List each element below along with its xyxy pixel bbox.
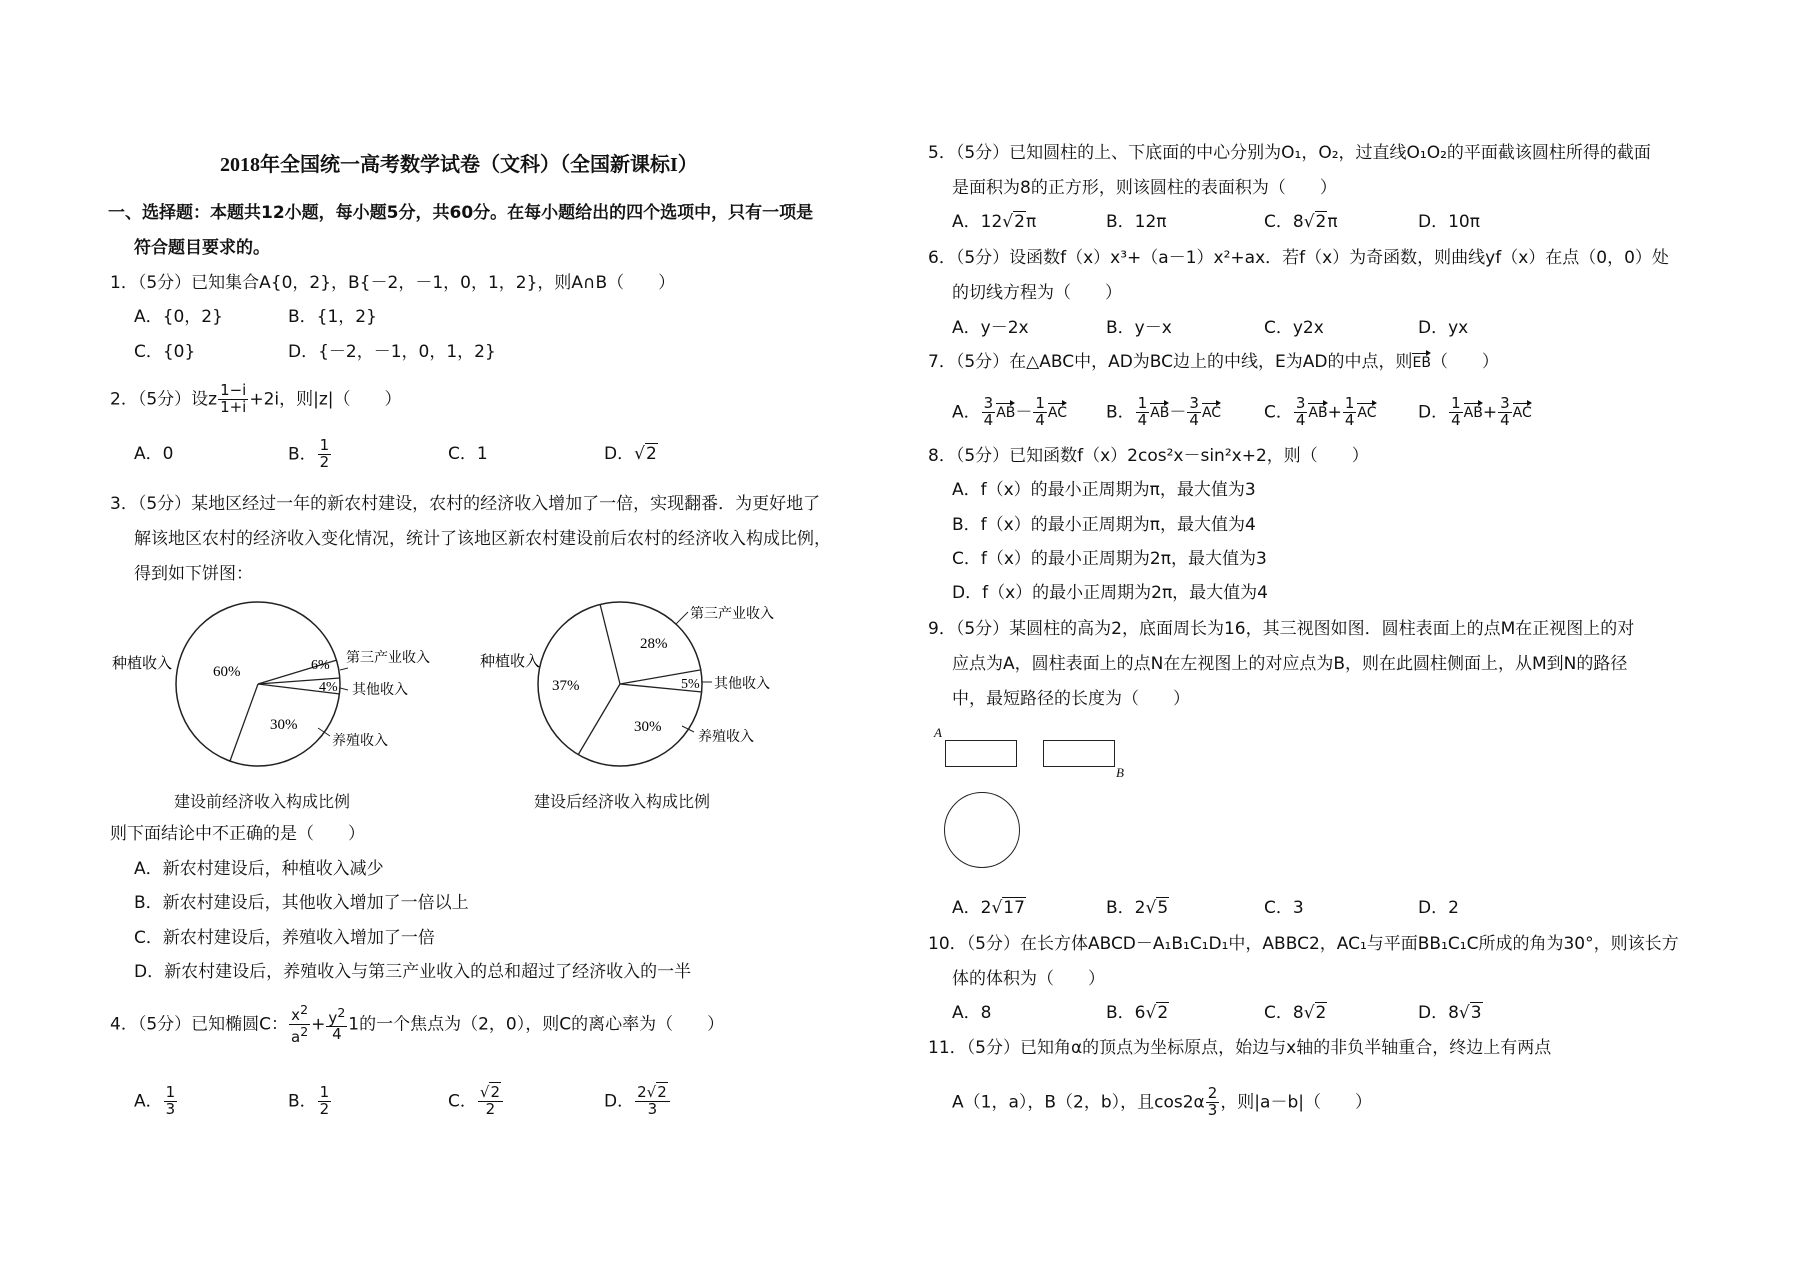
label-b: B: [1116, 765, 1124, 780]
q2-b-num: 1: [319, 436, 330, 454]
q2-stem: [110, 383, 402, 416]
q7-a-den2: 4: [1035, 410, 1045, 429]
q5-c-pre: C．8: [1264, 212, 1304, 232]
q4-a: a: [291, 1027, 301, 1046]
q11-post: ，则|a－b|（ ）: [1220, 1092, 1372, 1113]
q5-c-rad: 2: [1315, 212, 1327, 232]
pie-before-label-yangzhi: 养殖收入: [332, 734, 388, 749]
q2-frac-den: 1+i: [220, 397, 247, 416]
q10-option-c: C．8√2: [1264, 1003, 1327, 1023]
q9-option-d: D．2: [1418, 898, 1459, 918]
q4-a-den: 3: [165, 1099, 176, 1118]
q10-line1: 10．（5分）在长方体ABCD－A₁B₁C₁D₁中，ABBC2，AC₁与平面BB₁C₁C所成的角为30°，则该长方: [928, 934, 1679, 954]
q4-c-label: C．: [448, 1091, 477, 1112]
q10-b-rad: 2: [1157, 1003, 1169, 1023]
q11-line1: 11．（5分）已知角α的顶点为坐标原点，始边与x轴的非负半轴重合，终边上有两点: [928, 1038, 1552, 1058]
q5-a-rad: 2: [1014, 212, 1025, 232]
q7-stem: [928, 354, 1499, 371]
vector-ab: AB: [1308, 405, 1328, 422]
q7-d-num1: 1: [1451, 394, 1461, 412]
q4-option-a: [134, 1085, 178, 1118]
q9-option-a: A．2√17: [952, 898, 1025, 918]
vector-ac: AC: [1357, 405, 1377, 422]
q7-b-num2: 3: [1189, 394, 1199, 412]
q7-d-op: +: [1482, 402, 1498, 423]
q9-option-c: C．3: [1264, 898, 1304, 918]
q2-b-label: B．: [288, 444, 317, 465]
q7-d-num2: 3: [1500, 394, 1510, 412]
q4-post: 的一个焦点为（2，0），则C的离心率为（ ）: [359, 1014, 725, 1035]
page-title: 2018年全国统一高考数学试卷（文科）（全国新课标I）: [220, 154, 698, 176]
pie-before-pointer-disan: [340, 668, 348, 670]
pie-before-pct-yangzhi: 30%: [270, 717, 298, 733]
q6-option-a: A．y－2x: [952, 318, 1029, 338]
q5-line2: 是面积为8的正方形，则该圆柱的表面积为（ ）: [952, 178, 1337, 198]
q7-a-label: A．: [952, 402, 981, 423]
pie-before-caption: 建设前经济收入构成比例: [174, 792, 351, 811]
q5-option-c: C．8√2π: [1264, 212, 1338, 232]
q7-post: （ ）: [1430, 352, 1499, 372]
section-heading-cont: 符合题目要求的。: [134, 238, 270, 258]
q6-option-c: C．y2x: [1264, 318, 1324, 338]
q2-option-b: [288, 438, 332, 471]
q6-line1: 6．（5分）设函数f（x）x³+（a－1）x²+ax．若f（x）为奇函数，则曲线yf（x）在点（0，0）处: [928, 248, 1669, 268]
q10-c-pre: C．8: [1264, 1003, 1304, 1023]
pie-after-label-qita: 其他收入: [714, 677, 770, 692]
pie-after-label-yangzhi: 养殖收入: [698, 730, 754, 745]
q10-c-rad: 2: [1315, 1003, 1327, 1023]
q1-option-a: A．{0，2}: [134, 307, 223, 327]
q2-frac-num: 1−i: [220, 381, 247, 399]
q10-line2: 体的体积为（ ）: [952, 969, 1105, 989]
q8-stem: 8．（5分）已知函数f（x）2cos²x－sin²x+2，则（ ）: [928, 446, 1369, 466]
pie-before-divider-4: [230, 684, 258, 761]
q10-option-d: D．8√3: [1418, 1003, 1482, 1023]
q4-d-coef: 2: [637, 1083, 647, 1101]
pie-after-pct-yangzhi: 30%: [634, 719, 662, 735]
q7-pre: 7．（5分）在△ABC中，AD为BC边上的中线，E为AD的中点，则: [928, 352, 1413, 372]
q2-option-a: A．0: [134, 444, 174, 464]
q11-num: 2: [1207, 1084, 1218, 1102]
q3-option-b: B．新农村建设后，其他收入增加了一倍以上: [134, 893, 469, 913]
vector-eb: EB: [1412, 355, 1431, 371]
q5-option-d: D．10π: [1418, 212, 1480, 232]
pie-before-label-zhongzhi: 种植收入: [112, 656, 173, 672]
q4-a-label: A．: [134, 1091, 163, 1112]
pie-chart-before: [108, 598, 448, 778]
label-a: A: [934, 725, 942, 740]
q5-option-a: A．12√2π: [952, 212, 1037, 232]
q4-one: 1: [348, 1014, 360, 1035]
q3-line3: 得到如下饼图：: [134, 564, 253, 584]
q7-option-d: [1418, 396, 1532, 429]
q3-option-d: D．新农村建设后，养殖收入与第三产业收入的总和超过了经济收入的一半: [134, 962, 692, 982]
q2-b-den: 2: [319, 452, 330, 471]
q4-pre: 4．（5分）已知椭圆C：: [110, 1014, 289, 1035]
q9-option-b: B．2√5: [1106, 898, 1169, 918]
pie-after-caption: 建设后经济收入构成比例: [534, 792, 711, 811]
vector-ab: AB: [1463, 405, 1483, 422]
q8-option-a: A．f（x）的最小正周期为π，最大值为3: [952, 480, 1256, 500]
q4-a-num: 1: [165, 1083, 176, 1101]
q4-option-b: [288, 1085, 332, 1118]
vector-ac: AC: [1512, 405, 1532, 422]
q5-c-post: π: [1327, 212, 1338, 232]
q11-line2: [952, 1086, 1372, 1119]
q7-b-label: B．: [1106, 402, 1135, 423]
q4-x-sq: 2: [300, 1002, 309, 1017]
q3-option-c: C．新农村建设后，养殖收入增加了一倍: [134, 928, 435, 948]
q7-a-op: －: [1015, 402, 1033, 423]
pie-after-label-disan: 第三产业收入: [690, 607, 774, 622]
q4-b-label: B．: [288, 1091, 317, 1112]
q2-option-c: C．1: [448, 444, 488, 464]
q4-d-rad: 2: [657, 1083, 667, 1101]
q7-c-den2: 4: [1344, 410, 1355, 429]
q9-line1: 9．（5分）某圆柱的高为2，底面周长为16，其三视图如图．圆柱表面上的点M在正视图上的对: [928, 619, 1635, 639]
q10-d-rad: 3: [1470, 1003, 1482, 1023]
pie-before-pct-qita: 4%: [319, 680, 338, 695]
q7-c-op: +: [1327, 402, 1342, 423]
q10-option-a: A．8: [952, 1003, 992, 1023]
pie-chart-after: [468, 598, 808, 778]
q4-y: y: [328, 1008, 338, 1027]
q7-b-op: －: [1169, 402, 1187, 423]
pie-after-divider-4: [578, 684, 620, 755]
q7-d-den1: 4: [1451, 410, 1461, 429]
q4-option-d: D． $\frac{2√2}{3}$: [604, 1085, 671, 1118]
q5-a-pre: A．12: [952, 212, 1003, 232]
q9-a-pre: A．2: [952, 898, 992, 918]
q7-a-num1: 3: [983, 394, 994, 412]
q7-d-den2: 4: [1500, 410, 1510, 429]
q4-d-label: D．: [604, 1091, 635, 1112]
q7-c-num2: 1: [1344, 394, 1355, 412]
q4-frac-y: [326, 1006, 347, 1044]
q5-a-post: π: [1025, 212, 1037, 232]
q5-option-b: B．12π: [1106, 212, 1167, 232]
pie-before-pointer-qita: [340, 688, 348, 690]
q6-line2: 的切线方程为（ ）: [952, 283, 1122, 303]
q7-b-den2: 4: [1189, 410, 1199, 429]
q7-option-b: [1106, 396, 1221, 429]
q2-d-rad: 2: [645, 444, 657, 464]
sqrt-symbol: √2: [634, 444, 657, 464]
q2-pre: 2．（5分）设z: [110, 389, 218, 410]
q7-a-den1: 4: [983, 410, 994, 429]
q11-pre: A（1，a），B（2，b），且cos2α: [952, 1092, 1205, 1113]
q2-option-d: [604, 446, 658, 463]
pie-after-pointer-disan: [676, 612, 688, 624]
q6-option-b: B．y－x: [1106, 318, 1172, 338]
q4-b-num: 1: [319, 1083, 330, 1101]
q4-a-sq: 2: [300, 1023, 309, 1039]
vector-ab: AB: [996, 405, 1016, 422]
pie-before-pointer-yangzhi: [318, 728, 330, 736]
pie-after-label-zhongzhi: 种植收入: [480, 654, 541, 670]
q4-option-c: C． $\frac{√2}{2}$: [448, 1085, 504, 1118]
q1-option-d: D．{－2，－1，0，1，2}: [288, 342, 496, 362]
q3-line1: 3．（5分）某地区经过一年的新农村建设，农村的经济收入增加了一倍，实现翻番．为更好地了: [110, 494, 821, 514]
q4-d-den: 3: [647, 1099, 658, 1118]
pie-before-label-qita: 其他收入: [352, 683, 408, 698]
q1-option-c: C．{0}: [134, 342, 196, 362]
pie-before-pct-zhongzhi: 60%: [213, 664, 241, 680]
q8-option-c: C．f（x）的最小正周期为2π，最大值为3: [952, 549, 1267, 569]
section-heading: 一、选择题：本题共12小题，每小题5分，共60分。在每小题给出的四个选项中，只有一项是: [108, 203, 814, 223]
q8-option-b: B．f（x）的最小正周期为π，最大值为4: [952, 515, 1256, 535]
three-view-side: [1043, 740, 1115, 767]
three-view-top: [944, 792, 1020, 868]
q2-d-label: D．: [604, 444, 635, 464]
q9-b-rad: 5: [1157, 898, 1169, 918]
q7-a-num2: 1: [1035, 394, 1045, 412]
q4-b-den: 2: [319, 1099, 330, 1118]
q3-option-a: A．新农村建设后，种植收入减少: [134, 859, 384, 879]
q3-line2: 解该地区农村的经济收入变化情况，统计了该地区新农村建设前后农村的经济收入构成比例，: [134, 529, 831, 549]
q6-option-d: D．yx: [1418, 318, 1469, 338]
q9-b-pre: B．2: [1106, 898, 1146, 918]
q4-c-rad: 2: [490, 1083, 500, 1101]
q4-y-sq: 2: [337, 1004, 346, 1020]
q7-c-label: C．: [1264, 402, 1293, 423]
q4-four: 4: [332, 1025, 342, 1044]
pie-before-pct-disan: 6%: [311, 658, 330, 673]
q7-b-den1: 4: [1137, 410, 1148, 429]
vector-ab: AB: [1150, 405, 1170, 422]
q4-stem: 4．（5分）已知椭圆C： $\frac{x^2}{a^2}$ + $\frac{y^2}{4}$ 1的一个焦点为（2，0），则C的离心率为（ ）: [110, 1002, 725, 1046]
q10-b-pre: B．6: [1106, 1003, 1146, 1023]
q7-c-den1: 4: [1295, 410, 1306, 429]
q8-option-d: D．f（x）的最小正周期为2π，最大值为4: [952, 583, 1269, 603]
q10-option-b: B．6√2: [1106, 1003, 1169, 1023]
q3-after: 则下面结论中不正确的是（ ）: [110, 824, 365, 844]
vector-ac: AC: [1201, 405, 1222, 422]
q4-x: x: [291, 1006, 301, 1024]
pie-after-divider-1: [600, 604, 620, 684]
q9-line2: 应点为A，圆柱表面上的点N在左视图上的对应点为B，则在此圆柱侧面上，从M到N的路径: [952, 654, 1628, 674]
q2-fraction: [218, 383, 248, 416]
pie-after-pct-zhongzhi: 37%: [552, 678, 580, 694]
q10-d-pre: D．8: [1418, 1003, 1459, 1023]
q7-option-a: [952, 396, 1067, 429]
q2-post: +2i，则|z|（ ）: [249, 389, 402, 410]
q5-line1: 5．（5分）已知圆柱的上、下底面的中心分别为O₁，O₂，过直线O₁O₂的平面截该圆柱所得的截面: [928, 143, 1651, 163]
q1-stem: 1．（5分）已知集合A{0，2}，B{－2，－1，0，1，2}，则A∩B（ ）: [110, 273, 676, 293]
q9-line3: 中，最短路径的长度为（ ）: [952, 689, 1190, 709]
q7-c-num1: 3: [1295, 394, 1306, 412]
q4-frac-x: [289, 1003, 310, 1046]
q7-d-label: D．: [1418, 402, 1449, 423]
pie-after-pct-qita: 5%: [681, 677, 700, 692]
q7-b-num1: 1: [1137, 394, 1148, 412]
q4-c-den: 2: [485, 1099, 496, 1118]
pie-after-pct-disan: 28%: [640, 636, 668, 652]
three-view-front: [945, 740, 1017, 767]
q11-den: 3: [1207, 1100, 1218, 1119]
q7-option-c: [1264, 396, 1377, 429]
pie-before-label-disan: 第三产业收入: [346, 651, 430, 666]
vector-ac: AC: [1047, 405, 1068, 422]
q1-option-b: B．{1，2}: [288, 307, 377, 327]
q9-a-rad: 17: [1003, 898, 1025, 918]
